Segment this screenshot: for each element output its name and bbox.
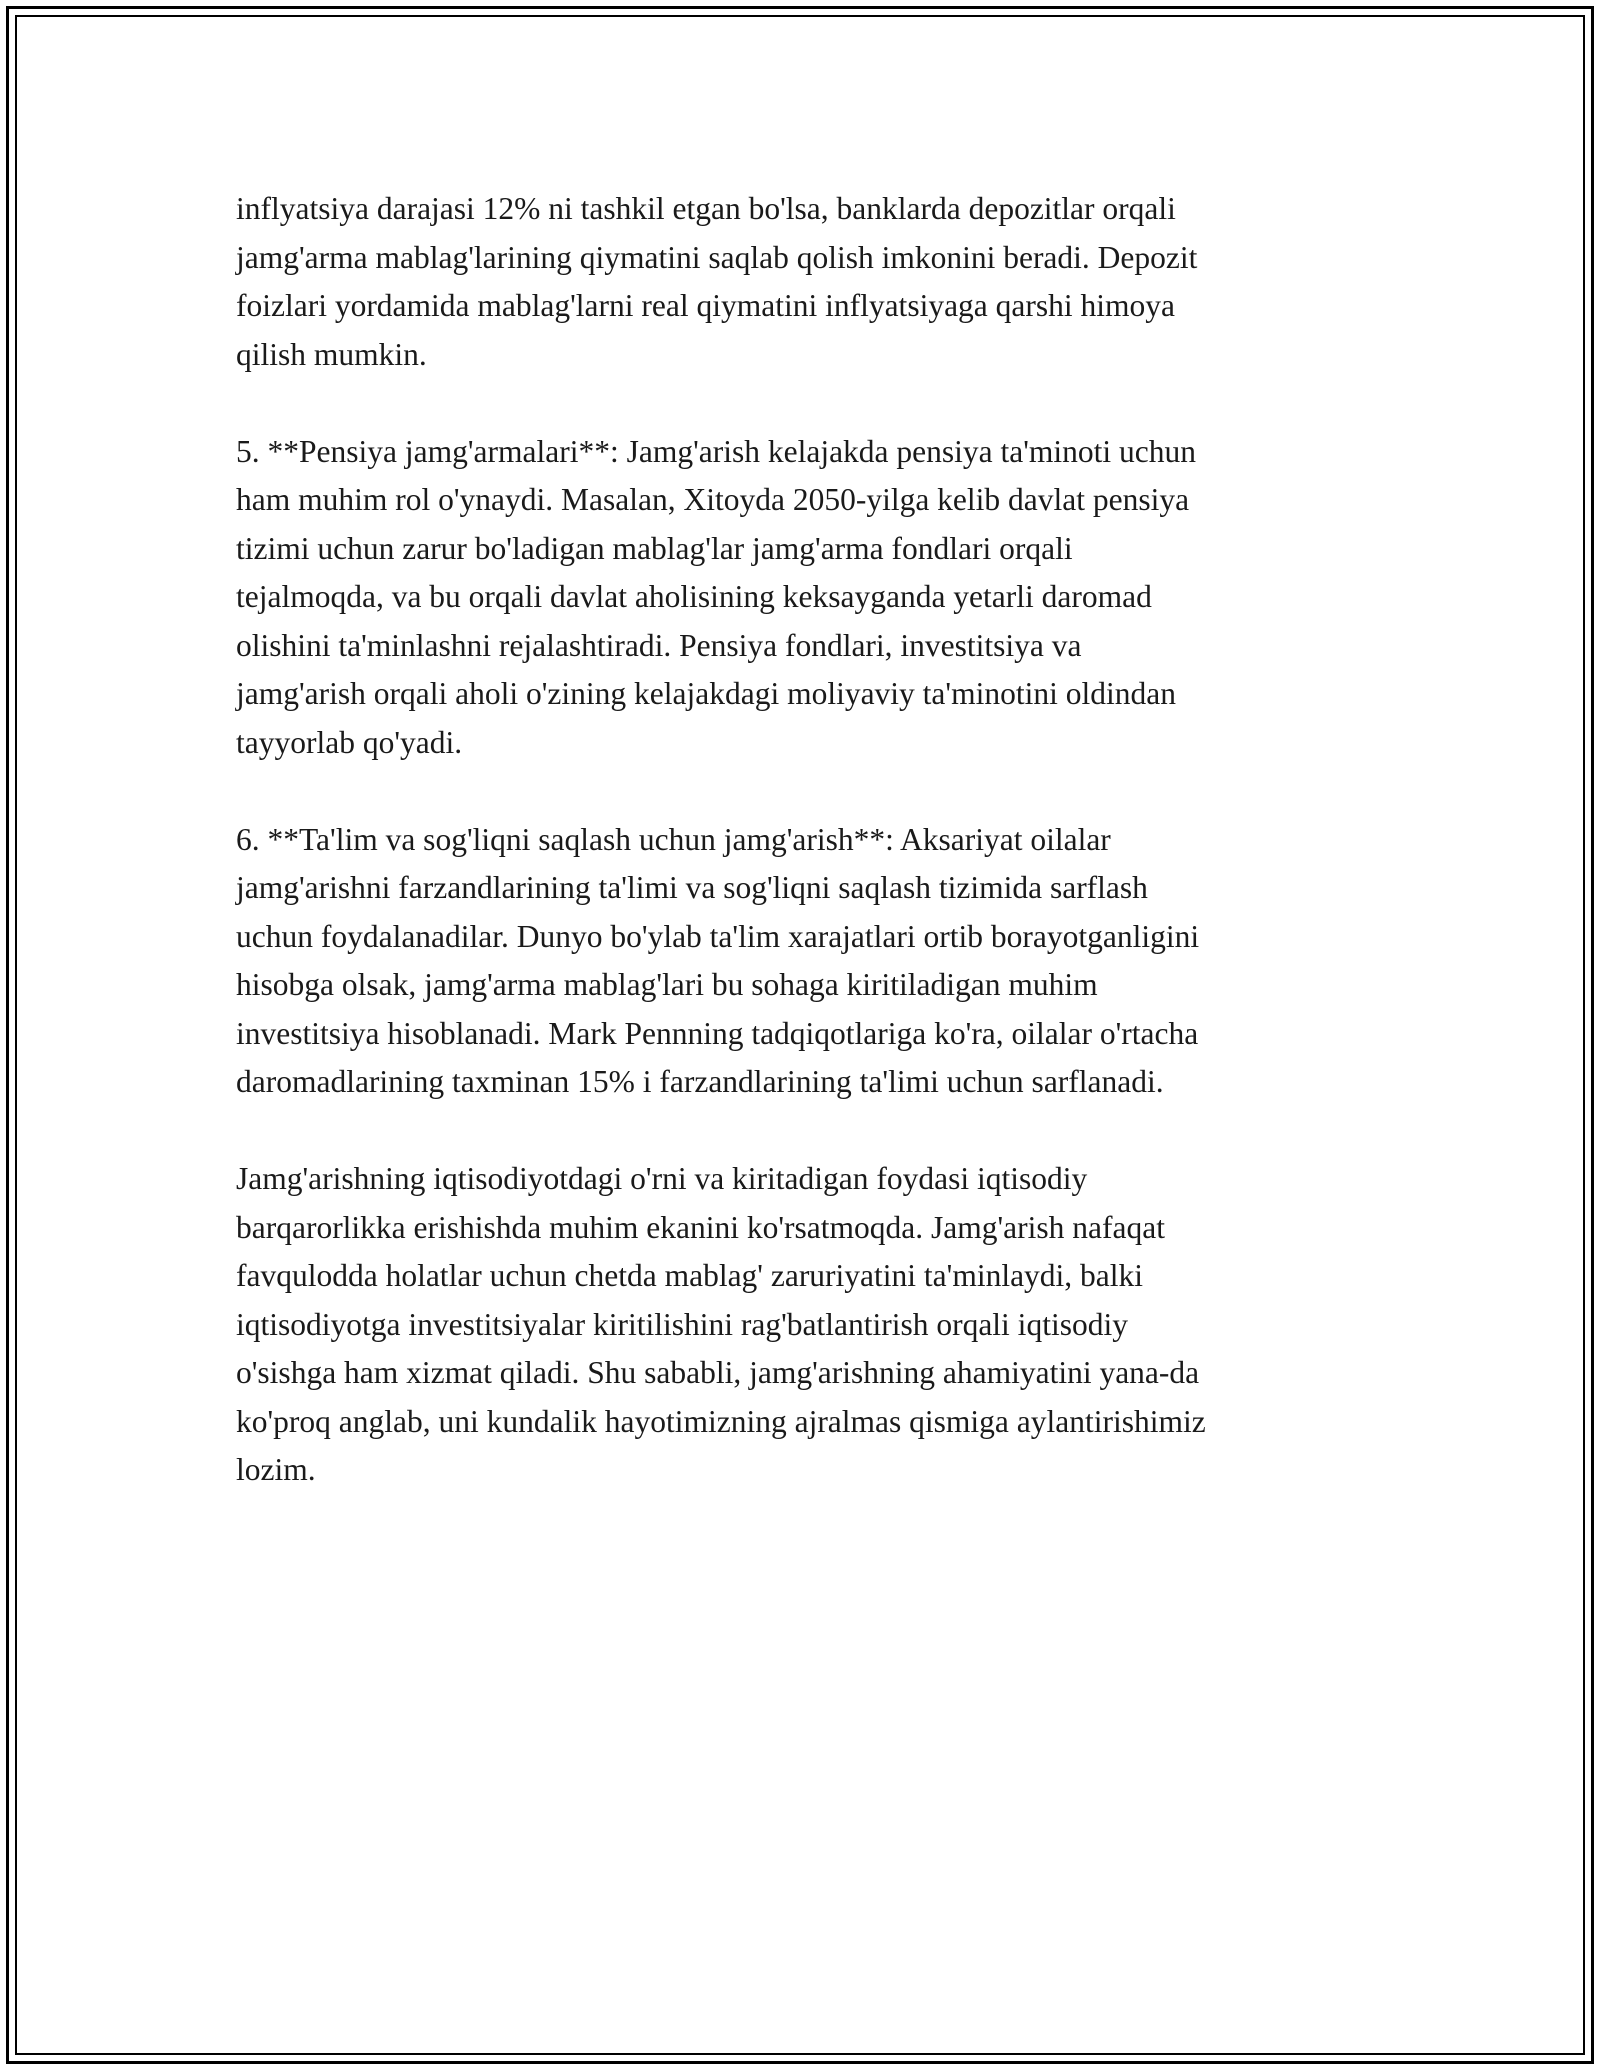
document-body: [236, 185, 1376, 1543]
text-line: favqulodda holatlar uchun chetda mablag' zaruriyatini ta'minlaydi, balki: [236, 1258, 1144, 1293]
text-line: lozim.: [236, 1452, 316, 1487]
text-line: barqarorlikka erishishda muhim ekanini ko'rsatmoqda. Jamg'arish nafaqat: [236, 1209, 1165, 1245]
text-line: ko'proq anglab, uni kundalik hayotimizning ajralmas qismiga aylantirishimiz: [236, 1403, 1206, 1439]
paragraph-inflation: [236, 185, 1376, 379]
text-line: inflyatsiya darajasi 12% ni tashkil etgan bo'lsa, banklarda depozitlar orqali: [236, 191, 1176, 226]
text-line: 5. **Pensiya jamg'armalari**: Jamg'arish kelajakda pensiya ta'minoti uchun: [236, 433, 1197, 469]
text-line: 6. **Ta'lim va sog'liqni saqlash uchun jamg'arish**: Aksariyat oilalar: [236, 821, 1111, 857]
text-line: iqtisodiyotga investitsiyalar kiritilishini rag'batlantirish orqali iqtisodiy: [236, 1306, 1128, 1342]
paragraph-pension-savings: [236, 428, 1376, 768]
text-line: o'sishga ham xizmat qiladi. Shu sababli, jamg'arishning ahamiyatini yana-da: [236, 1355, 1200, 1390]
text-line: qilish mumkin.: [236, 336, 427, 372]
text-line: uchun foydalanadilar. Dunyo bo'ylab ta'lim xarajatlari ortib borayotganligini: [236, 918, 1200, 954]
text-line: daromadlarining taxminan 15% i farzandlarining ta'limi uchun sarflanadi.: [236, 1064, 1164, 1099]
text-line: investitsiya hisoblanadi. Mark Pennning tadqiqotlariga ko'ra, oilalar o'rtacha: [236, 1015, 1199, 1051]
text-line: jamg'arma mablag'larining qiymatini saqlab qolish imkonini beradi. Depozit: [236, 239, 1198, 275]
text-line: Jamg'arishning iqtisodiyotdagi o'rni va kiritadigan foydasi iqtisodiy: [236, 1161, 1088, 1196]
text-line: hisobga olsak, jamg'arma mablag'lari bu sohaga kiritiladigan muhim: [236, 967, 1098, 1002]
text-line: tizimi uchun zarur bo'ladigan mablag'lar jamg'arma fondlari orqali: [236, 530, 1073, 566]
text-line: jamg'arish orqali aholi o'zining kelajakdagi moliyaviy ta'minotini oldindan: [236, 676, 1176, 711]
text-line: tejalmoqda, va bu orqali davlat aholisining keksayganda yetarli daromad: [236, 579, 1152, 614]
text-line: jamg'arishni farzandlarining ta'limi va sog'liqni saqlash tizimida sarflash: [236, 870, 1148, 905]
text-line: ham muhim rol o'ynaydi. Masalan, Xitoyda 2050-yilga kelib davlat pensiya: [236, 482, 1190, 517]
paragraph-conclusion: [236, 1155, 1376, 1495]
text-line: olishini ta'minlashni rejalashtiradi. Pensiya fondlari, investitsiya va: [236, 627, 1082, 663]
text-line: tayyorlab qo'yadi.: [236, 724, 463, 760]
text-line: foizlari yordamida mablag'larni real qiymatini inflyatsiyaga qarshi himoya: [236, 288, 1176, 323]
paragraph-education-health: [236, 816, 1376, 1107]
